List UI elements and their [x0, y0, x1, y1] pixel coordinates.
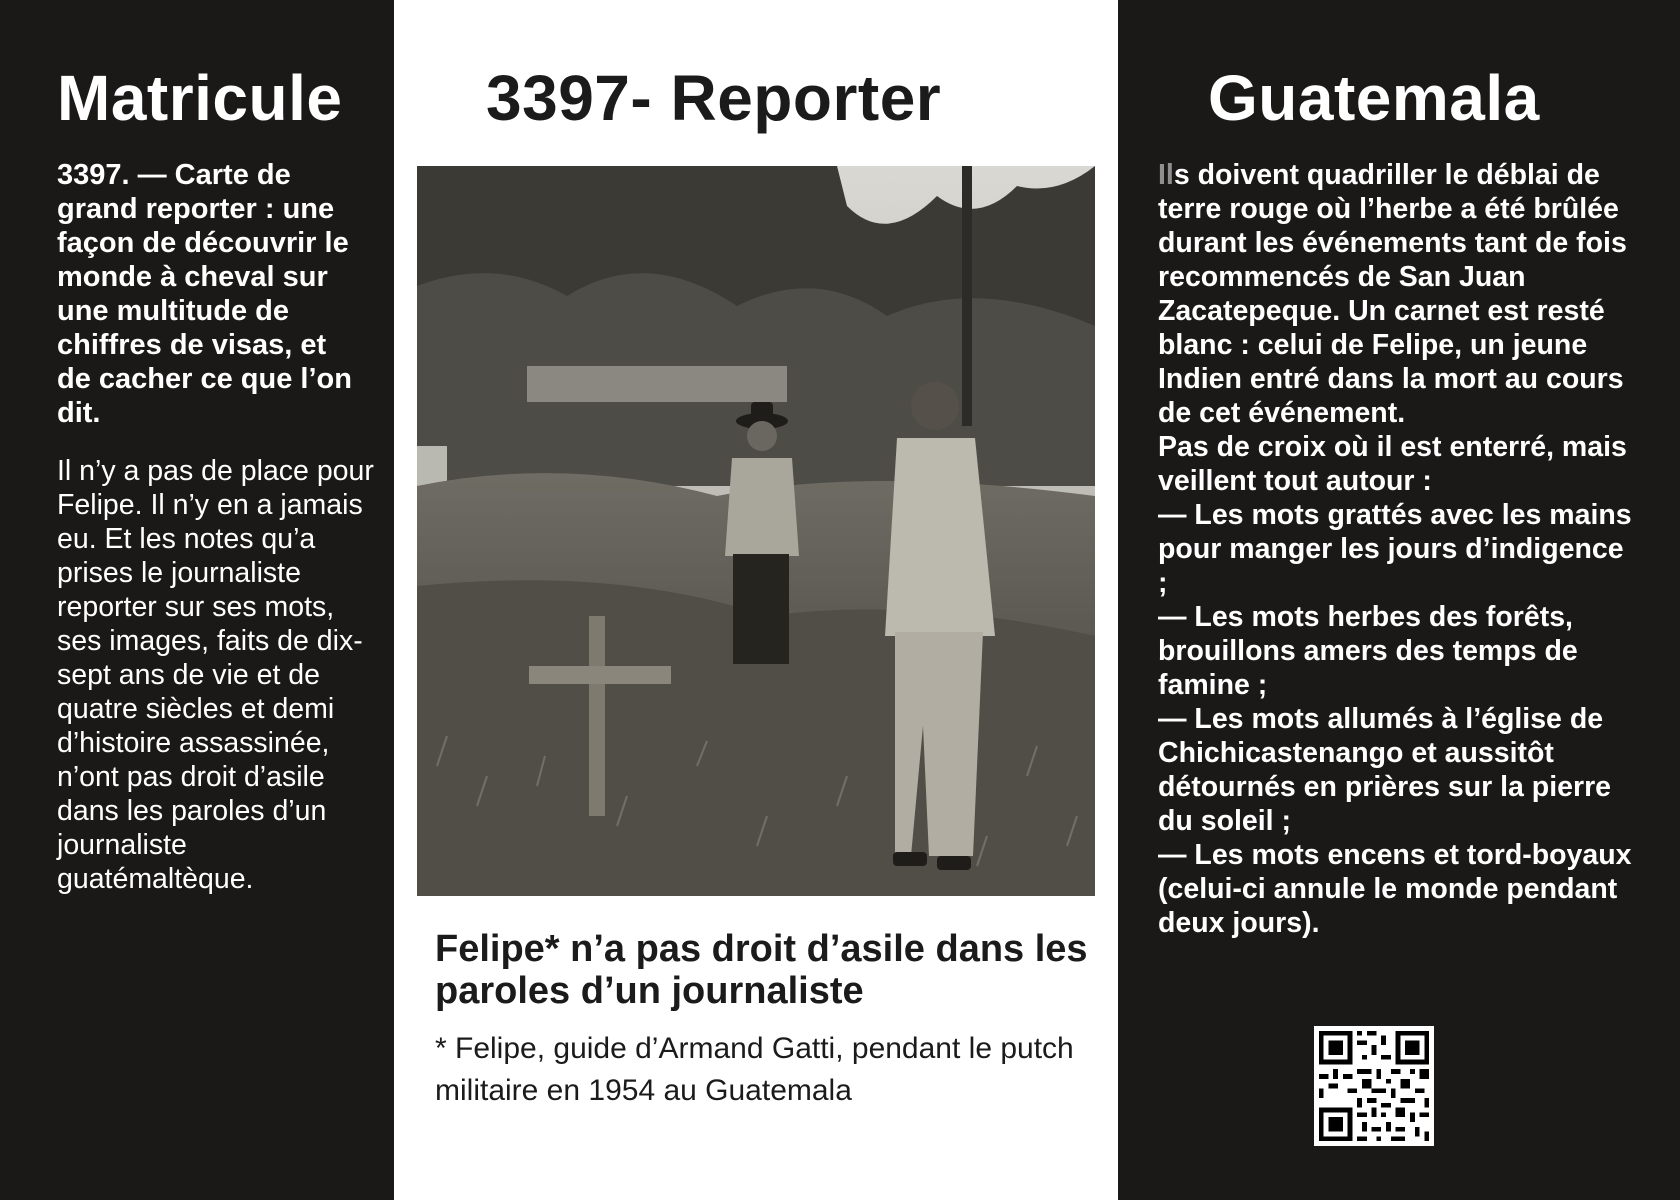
right-body-content: s doivent quadriller le déblai de terre rouge où l’herbe a été brûlée durant les événements tant de fois recommencés de San Juan Zacatepeque. Un carnet est resté blanc : celui de Felipe, un jeune Indien entré dans la mort au cours de cet événement. Pas de croix où il est enterré, mais veillent tout autour : — Les mots grattés avec les mains pour manger les jours d’indigence ; — Les mots herbes des forêts, brouillons amers des temps de famine ; — Les mots allumés à l’église de Chichicastenango et aussitôt détournés en prières sur la pierre du soleil ; — Les mots encens et tord-boyaux (celui-ci annule le monde pendant deux jours). [1158, 159, 1632, 939]
photo-footnote: * Felipe, guide d’Armand Gatti, pendant le putch militaire en 1954 au Guatemala [435, 1032, 1074, 1107]
photo-caption: Felipe* n’a pas droit d’asile dans les paroles d’un journaliste [435, 928, 1088, 1012]
qr-code-graphic [1314, 1026, 1434, 1146]
center-title: 3397- Reporter [486, 62, 942, 134]
left-title: Matricule [57, 62, 343, 134]
right-body-text [1158, 158, 1638, 940]
left-intro-text: 3397. — Carte de grand reporter : une façon de découvrir le monde à cheval sur une multitude de chiffres de visas, et de cacher ce que l’on dit. [57, 159, 352, 429]
historical-photo [417, 166, 1095, 896]
center-column [394, 0, 1118, 1200]
left-body-text: Il n’y a pas de place pour Felipe. Il n’y en a jamais eu. Et les notes qu’a prises le journaliste reporter sur ses mots, ses images, faits de dix-sept ans de vie et de quatre siècles et demi d’histoire assassinée, n’ont pas droit d’asile dans les paroles d’un journaliste guatémaltèque. [57, 455, 374, 895]
drop-initial: Il [1158, 159, 1174, 191]
right-column [1118, 0, 1680, 1200]
qr-code-icon[interactable] [1314, 1026, 1434, 1146]
left-column [0, 0, 394, 1200]
right-title: Guatemala [1208, 62, 1540, 134]
photo-illustration [417, 166, 1095, 896]
